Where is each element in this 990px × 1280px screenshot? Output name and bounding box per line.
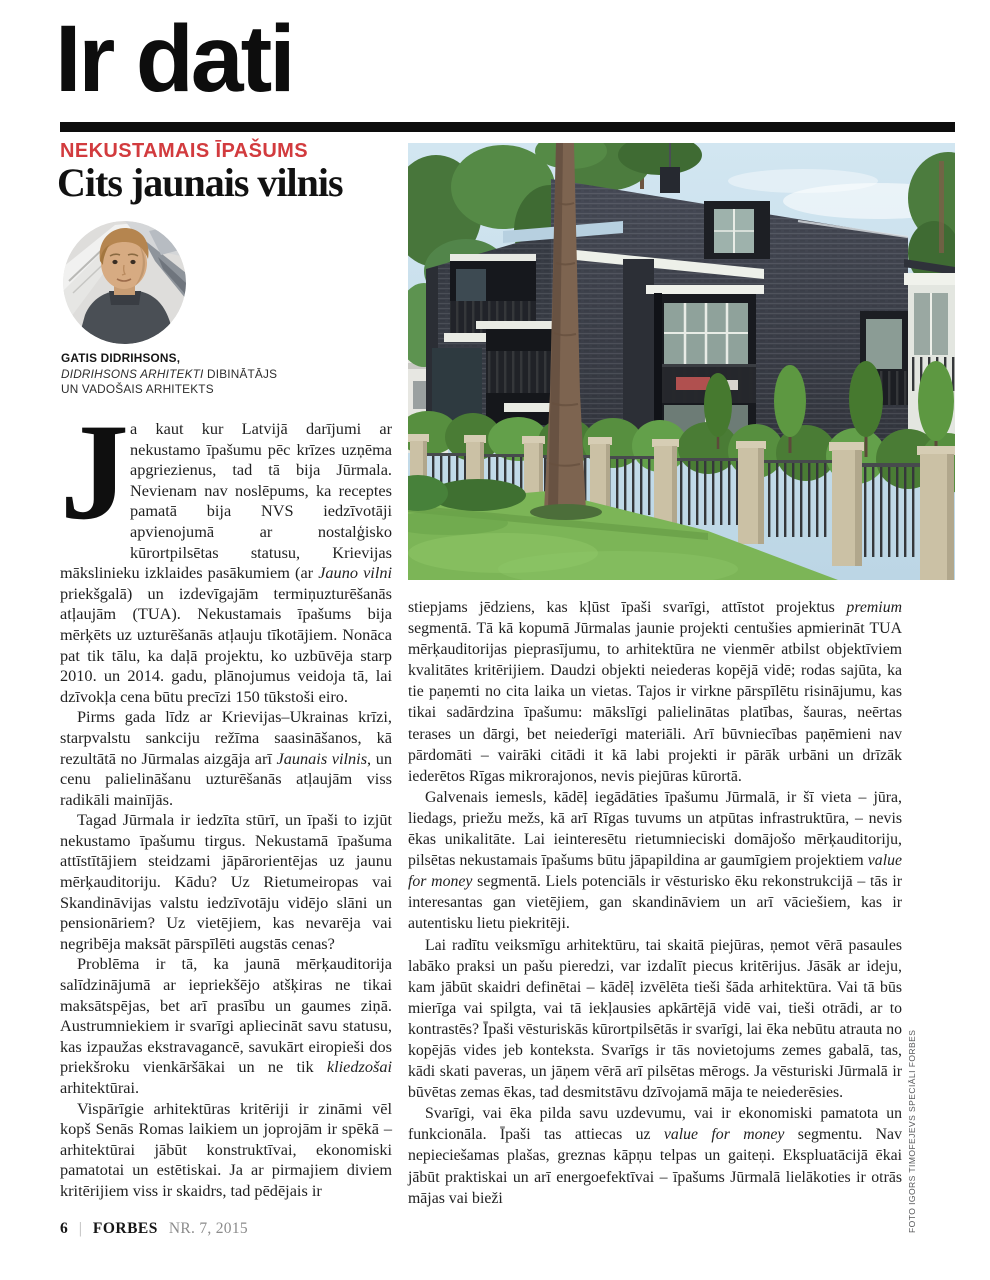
author-portrait: [63, 221, 186, 344]
article-left-column: [60, 395, 393, 1202]
author-portrait-image: [63, 221, 186, 344]
article-paragraph: Svarīgi, vai ēka pilda savu uzdevumu, vai ir ekonomiski pamatota un funkcionāla. Īpaši tas attiecas uz value for money segmentu. Nav nepieciešamas plašas, greznas kāpņu telpas un gaiteņi. Ekspluatācijā ēkai jābūt praktiskai un arī energoefektīvai – īpašums Jūrmalā lielākoties ir otrās mājas vai bieži: [408, 1105, 902, 1207]
article-paragraph: Galvenais iemesls, kādēļ iegādāties īpašumu Jūrmalā, ir šī vieta – jūra, liedags, priežu mežs, kā arī Rīgas tuvums un atpūtas infrastruktūra, – nevis ēkas unikalitāte. Lai ieinteresētu rietumnieciski domājošo mērķauditoriju, pilsētas nekustamais īpašums būtu jāpapildina ar gaumīgiem projektiem value for money segmentā. Liels potenciāls ir vēsturisko ēku rekonstrukcijā – tās ir interesantas gan vietējiem, gan skandināviem un arī vāciešiem, kas ir autentisku lietu piekritēji.: [408, 788, 902, 933]
article-title: Cits jaunais vilnis: [57, 160, 343, 205]
article-paragraph: Lai radītu veiksmīgu arhitektūru, tai skaitā piejūras, ņemot vērā pasaules labāko praksi un pašu pieredzi, var izdalīt piecus kritērijus. Jāsāk ar ideju, kam jābūt skaidri definētai – kādēļ izvēlēta tieši šāda arhitektūra. Vai tā būs mierīga vai spilgta, vai tā iekļausies apkārtējā vidē vai, tieši otrādi, ar to kontrastēs? Īpaši vēsturiskās kūrortpilsētās ir svarīgi, lai ēka nebūtu atrauta no kopējās vides jeb konteksta. Svarīgs ir tās novietojums zemes gabalā, tas, kādi skati paveras, un jāņem vērā arī pilsētas mērogs. Ja vēsturiski Jūrmalā ir būvētas zemas ēkas, tad desmitstāvu dzīvojamā māja te neiederēsies.: [408, 936, 902, 1102]
drop-cap: J: [60, 395, 129, 548]
masthead-headline: Ir dati: [55, 6, 293, 112]
article-paragraph: Vispārīgie arhitektūras kritēriji ir zināmi vēl kopš Senās Romas laikiem un joprojām ir spēkā – arhitektūrai jābūt konstruktīvai, ekonomiski pamatotai un estētiskai. Ja ar pirmajiem diviem kritērijiem viss ir skaidrs, tad pēdējais ir: [60, 1098, 392, 1200]
article-right-column: [408, 597, 902, 1209]
author-block: [61, 351, 277, 398]
issue-number: NR. 7, 2015: [168, 1220, 248, 1237]
building-photo-image: [408, 143, 955, 580]
author-role-line1: DIDRIHSONS ARHITEKTI DIBINĀTĀJS: [61, 366, 278, 381]
author-name: GATIS DIDRIHSONS,: [61, 351, 181, 365]
page-number: 6: [60, 1220, 68, 1237]
magazine-name: FORBES: [92, 1220, 158, 1237]
author-role-line2: UN VADOŠAIS ARHITEKTS: [61, 382, 214, 396]
article-paragraph: Tagad Jūrmala ir iedzīta stūrī, un īpaši to izjūt nekustamo īpašumu tirgus. Nekustamā īpašuma attīstītājiem steidzami jāpārorientējas uz jaunu mērķauditoriju. Kādu? Uz Rietumeiropas vai Skandināvijas valstu iedzīvotāju vidējo slāni un pensionāriem? Uz vietējiem, kas nevarēja vai negribēja maksāt pārspīlēti augstās cenas?: [60, 810, 392, 953]
masthead-rule: [60, 122, 955, 132]
footer-separator: |: [78, 1220, 82, 1237]
page-footer: [60, 1220, 248, 1238]
article-paragraph: stiepjams jēdziens, kas kļūst īpaši svarīgi, attīstot projektus premium segmentā. Tā kā kopumā Jūrmalas jaunie projekti centušies apmierināt TUA mērķauditorijas pieprasījumu, to arhitektūra ne vienmēr atbilst objektīviem kvalitātes kritērijiem. Daudzi objekti neiederas kopējā vidē; rodas sajūta, ka tie paņemti no cita laika un vietas. Tajos ir virkne pārspīlētu risinājumu, kas tikai sadārdzina īpašumu: mākslīgi palielinātas platības, šauras, neērtas terases un dārgi, bet neiederīgi materiāli. Arī būvniecības paņēmieni nav pārdomāti – vairāki citādi it kā labi projekti ir pārāk urbāni un drīzāk iederētos Rīgas mikrorajonos, nevis piejūras kūrortā.: [408, 599, 902, 785]
photo-credit: FOTO IGORS TIMOFEJEVS SPECIĀLI FORBES: [907, 1029, 917, 1233]
article-paragraph: Ja kaut kur Latvijā darījumi ar nekustamo īpašumu pēc krīzes uzņēma apgriezienus, tad tā bija Jūrmala. Nevienam nav noslēpums, ka receptes pamatā bija NVS iedzīvotāji apvienojumā ar nostalģisko kūrortpilsētas statusu, Krievijas mākslinieku izklaides pasākumiem (ar Jauno vilni priekšgalā) un izdevīgajām termiņuzturēšanās atļaujām (TUA). Nekustamais īpašums bija mērķēts uz uzturēšanās atļauju tīkotājiem. Nonāca pat tik tālu, ka daļā projektu, ko uzbūvēja starp 2010. un 2014. gadu, plānojumus veidoja tā, lai dzīvokļa cena būtu precīzi 150 tūkstoši eiro.: [60, 395, 393, 706]
article-paragraph: Pirms gada līdz ar Krievijas–Ukrainas krīzi, starpvalstu sankciju režīma saasināšanos, kā rezultātā no Jūrmalas aizgāja arī Jaunais vilnis, un cenu palielināšanu uzturēšanās atļaujām viss radikāli mainījās.: [60, 707, 393, 809]
article-paragraph: Problēma ir tā, ka jaunā mērķauditorija salīdzinājumā ar iepriekšējo atšķiras ne tikai maksātspējas, bet arī prasību un gaumes ziņā. Austrumniekiem ir svarīgi apliecināt savu statusu, kas izpaužas ekstravagancē, savukārt eiropieši dos priekšroku vienkāršākai un ne tik kliedzošai arhitektūrai.: [60, 954, 392, 1097]
section-kicker: NEKUSTAMAIS ĪPAŠUMS: [60, 140, 308, 162]
article-photo: [408, 143, 955, 580]
